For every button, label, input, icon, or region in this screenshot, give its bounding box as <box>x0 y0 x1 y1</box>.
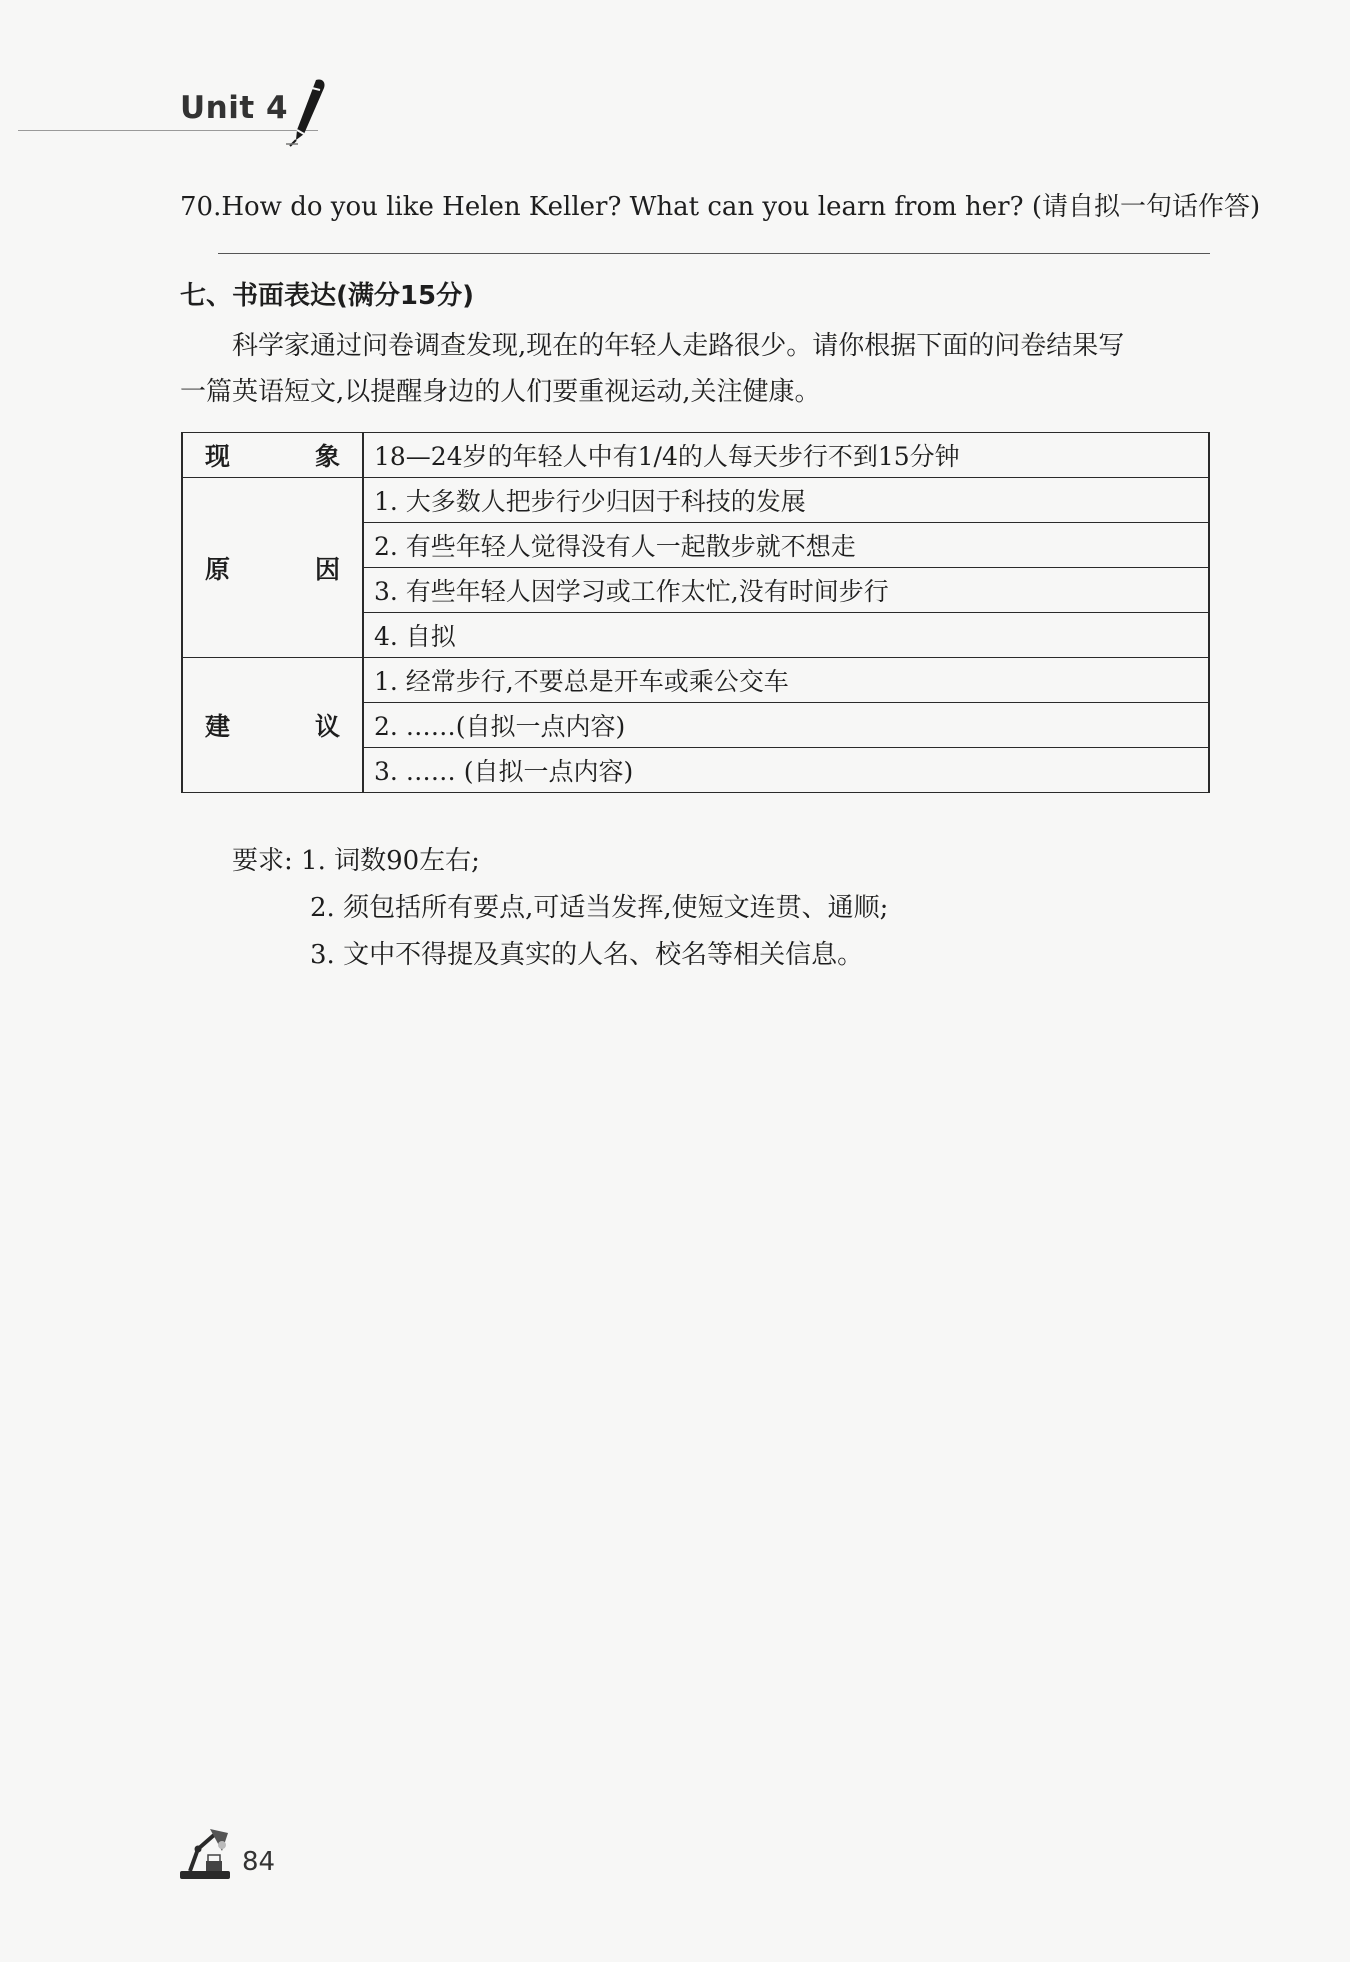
requirement-item: 1. 词数90左右; <box>301 846 480 876</box>
intro-line-1: 科学家通过问卷调查发现,现在的年轻人走路很少。请你根据下面的问卷结果写 <box>232 331 1125 361</box>
phenomenon-label: 现 象 <box>182 433 363 478</box>
table-row <box>182 478 1209 523</box>
reason-item: 4. 自拟 <box>363 613 1209 658</box>
page-number: 84 <box>242 1847 276 1877</box>
page-header <box>0 78 330 148</box>
section-title: 七、书面表达(满分15分) <box>180 281 474 311</box>
answer-line[interactable] <box>218 253 1210 254</box>
reasons-label: 原 因 <box>182 478 363 658</box>
reason-item: 2. 有些年轻人觉得没有人一起散步就不想走 <box>363 523 1209 568</box>
header-rule <box>18 130 318 131</box>
requirements-label: 要求: <box>232 846 293 876</box>
intro-line-2: 一篇英语短文,以提醒身边的人们要重视运动,关注健康。 <box>180 377 821 407</box>
lamp-icon <box>176 1825 234 1881</box>
reason-item: 1. 大多数人把步行少归因于科技的发展 <box>363 478 1209 523</box>
reason-item: 3. 有些年轻人因学习或工作太忙,没有时间步行 <box>363 568 1209 613</box>
table-row <box>182 658 1209 703</box>
pen-icon <box>282 78 330 148</box>
requirements <box>232 838 888 979</box>
section-intro <box>180 323 1210 415</box>
question-70: 70.How do you like Helen Keller? What can you learn from her? (请自拟一句话作答) <box>180 192 1261 222</box>
unit-title: Unit 4 <box>180 90 289 126</box>
requirement-row <box>232 838 888 885</box>
suggestion-item: 3. …… (自拟一点内容) <box>363 748 1209 793</box>
phenomenon-item: 18—24岁的年轻人中有1/4的人每天步行不到15分钟 <box>363 433 1209 478</box>
table-row <box>182 433 1209 478</box>
suggestion-item: 1. 经常步行,不要总是开车或乘公交车 <box>363 658 1209 703</box>
suggestion-item: 2. ……(自拟一点内容) <box>363 703 1209 748</box>
survey-table <box>181 432 1210 793</box>
requirement-item: 2. 须包括所有要点,可适当发挥,使短文连贯、通顺; <box>310 893 889 923</box>
page-footer <box>176 1825 296 1885</box>
suggestions-label: 建 议 <box>182 658 363 793</box>
requirement-item: 3. 文中不得提及真实的人名、校名等相关信息。 <box>310 940 864 970</box>
